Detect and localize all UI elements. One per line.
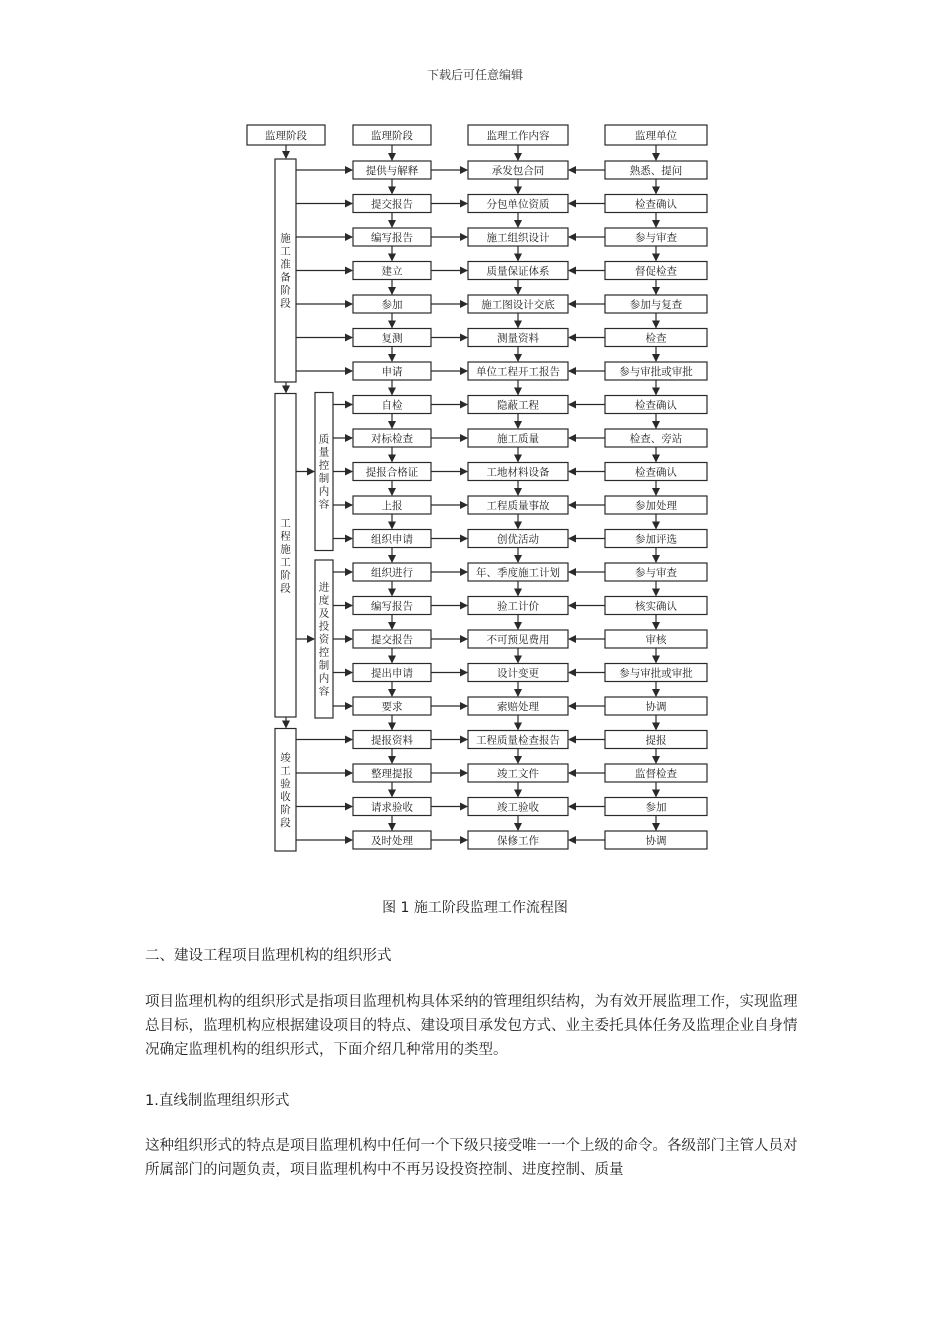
row-4-content-label: 施工图设计交底: [481, 299, 555, 311]
row-13-content-label: 验工计价: [497, 600, 539, 613]
row-9-action-label: 提报合格证: [365, 466, 419, 479]
row-17-action: [353, 731, 431, 749]
row-18-unit: [605, 764, 707, 782]
row-9-content: [468, 463, 568, 481]
row-13-unit: [605, 597, 707, 615]
column-header-1: [353, 125, 431, 145]
subgroup-box-0-label: 质量控制内容: [318, 433, 330, 511]
row-2-action-label: 编写报告: [371, 232, 413, 244]
row-13-action: [353, 597, 431, 615]
row-17-content: [468, 731, 568, 749]
row-9-content-label: 工地材料设备: [486, 466, 550, 479]
row-14-unit-label: 审核: [645, 634, 667, 646]
row-20-content: [468, 831, 568, 849]
stage-box-0-rect: [275, 159, 296, 382]
stage-box-2: [275, 729, 296, 852]
page-header: 下载后可任意编辑: [426, 68, 523, 82]
row-17-content-label: 工程质量检查报告: [476, 734, 560, 747]
row-5-content-label: 测量资料: [497, 332, 539, 345]
row-9-action: [353, 463, 431, 481]
row-5-unit-label: 检查: [645, 332, 667, 345]
row-18-action: [353, 764, 431, 782]
row-10-action: [353, 496, 431, 514]
row-18-content: [468, 764, 568, 782]
row-4-unit: [605, 295, 707, 313]
row-20-action: [353, 831, 431, 849]
row-19-content-label: 竣工验收: [497, 801, 539, 814]
row-8-unit-label: 检查、旁站: [629, 433, 683, 445]
row-14-action: [353, 630, 431, 648]
row-10-action-label: 上报: [381, 500, 403, 512]
row-20-unit: [605, 831, 707, 849]
stage-box-1: [275, 394, 296, 718]
row-14-action-label: 提交报告: [371, 634, 413, 646]
row-6-action: [353, 362, 431, 380]
row-7-unit: [605, 396, 707, 414]
row-14-content-label: 不可预见费用: [486, 634, 550, 646]
row-17-unit: [605, 731, 707, 749]
paragraph-1: 项目监理机构的组织形式是指项目监理机构具体采纳的管理组织结构，为有效开展监理工作，实现监理总目标，监理机构应根据建设项目的特点、建设项目承发包方式、业主委托具体任务及监理企业自身情况确定监理机构的组织形式，下面介绍几种常用的类型。: [145, 994, 798, 1058]
row-6-unit-label: 参与审批或审批: [619, 366, 693, 378]
row-19-unit-label: 参加: [645, 801, 667, 814]
row-11-unit-label: 参加评选: [635, 533, 677, 546]
row-1-action: [353, 195, 431, 213]
row-6-content-label: 单位工程开工报告: [476, 366, 560, 378]
column-header-1-label: 监理阶段: [371, 130, 413, 142]
stage-box-0-label: 施工准备阶段: [280, 232, 291, 310]
row-8-action: [353, 429, 431, 447]
row-1-content: [468, 195, 568, 213]
row-11-content-label: 创优活动: [497, 533, 539, 546]
row-2-unit: [605, 228, 707, 246]
row-1-content-label: 分包单位资质: [486, 198, 550, 211]
row-15-action: [353, 664, 431, 682]
row-6-content: [468, 362, 568, 380]
row-12-action: [353, 563, 431, 581]
row-6-action-label: 申请: [381, 366, 403, 378]
row-16-content: [468, 697, 568, 715]
row-11-action-label: 组织申请: [371, 533, 413, 546]
row-5-action: [353, 329, 431, 347]
row-3-content-label: 质量保证体系: [486, 265, 550, 278]
row-8-action-label: 对标检查: [371, 433, 413, 445]
row-11-content: [468, 530, 568, 548]
row-12-unit-label: 参与审查: [635, 567, 677, 579]
row-9-unit: [605, 463, 707, 481]
paragraph-2: 这种组织形式的特点是项目监理机构中任何一个下级只接受唯一一个上级的命令。各级部门主管人员对所属部门的问题负责，项目监理机构中不再另设投资控制、进度控制、质量: [145, 1138, 798, 1178]
row-1-unit-label: 检查确认: [635, 198, 677, 211]
stage-box-0: [275, 159, 296, 382]
row-2-action: [353, 228, 431, 246]
row-12-unit: [605, 563, 707, 581]
row-13-content: [468, 597, 568, 615]
row-7-content-label: 隐蔽工程: [497, 399, 539, 412]
row-0-content: [468, 161, 568, 179]
subgroup-box-0-rect: [315, 393, 333, 551]
row-15-action-label: 提出申请: [371, 667, 413, 680]
row-7-content: [468, 396, 568, 414]
row-19-action-label: 请求验收: [371, 801, 413, 814]
row-20-unit-label: 协调: [645, 835, 667, 847]
row-3-unit: [605, 262, 707, 280]
row-16-action-label: 要求: [381, 701, 403, 713]
row-12-action-label: 组织进行: [371, 567, 413, 579]
row-17-action-label: 提报资料: [371, 734, 413, 747]
stage-box-2-rect: [275, 729, 296, 852]
row-12-content-label: 年、季度施工计划: [476, 567, 560, 579]
row-7-action-label: 自检: [381, 399, 403, 412]
row-16-unit-label: 协调: [645, 701, 667, 713]
row-20-action-label: 及时处理: [371, 835, 413, 847]
row-17-unit-label: 提报: [645, 734, 667, 747]
row-10-unit-label: 参加处理: [635, 500, 677, 512]
column-header-3-label: 监理单位: [635, 130, 677, 142]
row-12-content: [468, 563, 568, 581]
column-header-3: [605, 125, 707, 145]
row-11-action: [353, 530, 431, 548]
row-3-action-label: 建立: [381, 265, 403, 278]
row-3-action: [353, 262, 431, 280]
row-4-action: [353, 295, 431, 313]
column-header-0-label: 监理阶段: [265, 130, 307, 142]
row-4-content: [468, 295, 568, 313]
subheading-1: 1.直线制监理组织形式: [145, 1093, 290, 1109]
row-15-content-label: 设计变更: [497, 667, 539, 680]
row-11-unit: [605, 530, 707, 548]
row-10-unit: [605, 496, 707, 514]
row-13-unit-label: 核实确认: [635, 600, 677, 613]
row-19-action: [353, 798, 431, 816]
row-3-unit-label: 督促检查: [635, 265, 677, 278]
row-0-content-label: 承发包合同: [491, 165, 545, 177]
subgroup-box-0: [315, 393, 333, 551]
row-18-content-label: 竣工文件: [497, 768, 539, 780]
subgroup-box-1-label: 进度及投资控制内容: [318, 581, 330, 698]
row-18-unit-label: 监督检查: [635, 768, 677, 780]
row-16-content-label: 索赔处理: [497, 701, 539, 713]
row-10-content: [468, 496, 568, 514]
figure-caption: 图 1 施工阶段监理工作流程图: [382, 900, 568, 916]
row-0-unit-label: 熟悉、提问: [629, 165, 683, 177]
subgroup-box-1: [315, 560, 333, 718]
row-18-action-label: 整理提报: [371, 768, 413, 780]
row-5-content: [468, 329, 568, 347]
row-20-content-label: 保修工作: [497, 835, 539, 847]
section-heading: 二、建设工程项目监理机构的组织形式: [145, 948, 392, 964]
row-4-unit-label: 参加与复查: [629, 299, 683, 311]
row-2-content: [468, 228, 568, 246]
row-2-unit-label: 参与审查: [635, 232, 677, 244]
row-7-action: [353, 396, 431, 414]
row-6-unit: [605, 362, 707, 380]
row-15-unit-label: 参与审批或审批: [619, 667, 693, 680]
row-9-unit-label: 检查确认: [635, 466, 677, 479]
row-15-content: [468, 664, 568, 682]
row-13-action-label: 编写报告: [371, 600, 413, 613]
row-14-content: [468, 630, 568, 648]
row-16-action: [353, 697, 431, 715]
row-0-action: [353, 161, 431, 179]
column-header-2-label: 监理工作内容: [486, 130, 550, 142]
row-15-unit: [605, 664, 707, 682]
row-8-content-label: 施工质量: [497, 433, 539, 445]
row-1-action-label: 提交报告: [371, 198, 413, 211]
row-0-action-label: 提供与解释: [365, 165, 419, 177]
row-14-unit: [605, 630, 707, 648]
row-8-content: [468, 429, 568, 447]
column-header-2: [468, 125, 568, 145]
stage-box-1-label: 工程施工阶段: [280, 517, 291, 595]
row-7-unit-label: 检查确认: [635, 399, 677, 412]
row-19-unit: [605, 798, 707, 816]
row-8-unit: [605, 429, 707, 447]
row-2-content-label: 施工组织设计: [486, 232, 550, 244]
row-19-content: [468, 798, 568, 816]
stage-box-2-label: 竣工验收阶段: [280, 751, 291, 829]
row-10-content-label: 工程质量事故: [486, 500, 550, 512]
row-16-unit: [605, 697, 707, 715]
row-5-unit: [605, 329, 707, 347]
row-3-content: [468, 262, 568, 280]
stage-box-1-rect: [275, 394, 296, 718]
row-4-action-label: 参加: [381, 299, 403, 311]
row-1-unit: [605, 195, 707, 213]
row-5-action-label: 复测: [381, 332, 403, 345]
column-header-0: [247, 125, 325, 145]
row-0-unit: [605, 161, 707, 179]
